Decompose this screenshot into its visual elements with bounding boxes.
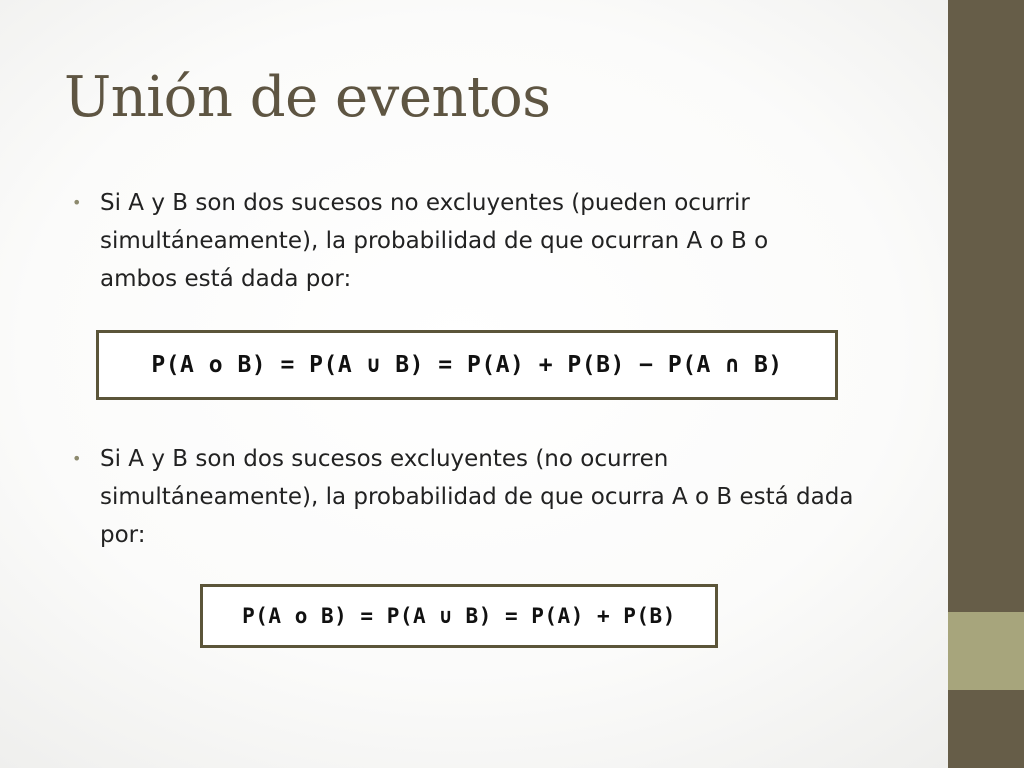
formula-box-nonexclusive bbox=[96, 330, 838, 400]
formula-text: P(A o B) = P(A ∪ B) = P(A) + P(B) − P(A ∩ B) bbox=[151, 352, 783, 378]
bullet-icon: • bbox=[72, 449, 82, 468]
bullet-item-nonexclusive bbox=[72, 184, 842, 298]
bullet-icon: • bbox=[72, 193, 82, 212]
slide-title: Unión de eventos bbox=[64, 65, 551, 130]
bullet-text: Si A y B son dos sucesos excluyentes (no ocurren simultáneamente), la probabilidad de que ocurra A o B está dada por: bbox=[100, 446, 854, 548]
formula-text: P(A o B) = P(A ∪ B) = P(A) + P(B) bbox=[242, 604, 676, 628]
bullet-text: Si A y B son dos sucesos no excluyentes (pueden ocurrir simultáneamente), la probabilidad de que ocurran A o B o ambos está dada por: bbox=[100, 190, 769, 292]
bullet-item-exclusive bbox=[72, 440, 872, 554]
decorative-sidebar-accent bbox=[948, 612, 1024, 690]
formula-box-exclusive bbox=[200, 584, 718, 648]
